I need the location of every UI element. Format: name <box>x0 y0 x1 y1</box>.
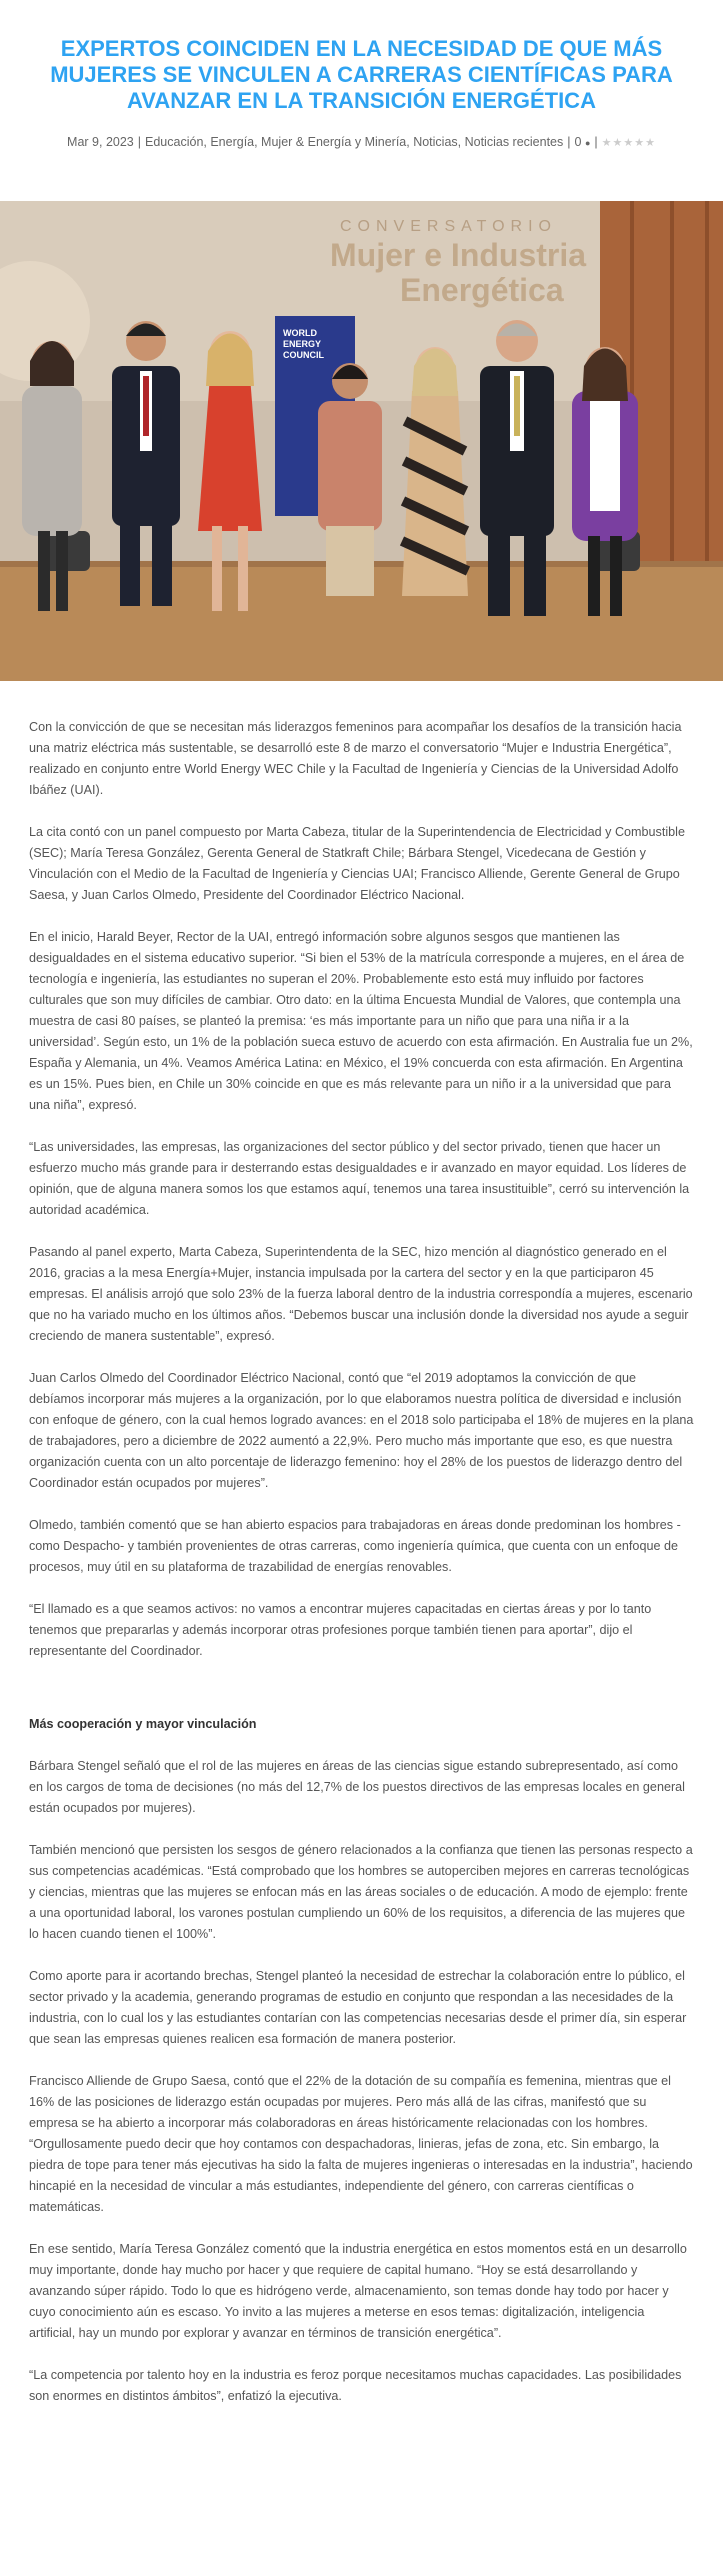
wec-line-1: WORLD <box>283 328 317 338</box>
paragraph: Con la convicción de que se necesitan más liderazgos femeninos para acompañar los desafíos de la transición hacia una matriz eléctrica más sustentable, se desarrolló este 8 de marzo el conversatorio “Mujer e Industria Energética”, realizado en conjunto entre World Energy WEC Chile y la Facultad de Ingeniería y Ciencias de la Universidad Adolfo Ibáñez (UAI). <box>29 720 682 797</box>
wec-line-3: COUNCIL <box>283 350 324 360</box>
wec-line-2: ENERGY <box>283 339 322 349</box>
section-heading: Más cooperación y mayor vinculación <box>29 1717 257 1731</box>
meta-separator: | <box>594 135 598 149</box>
paragraph: “La competencia por talento hoy en la industria es feroz porque necesitamos muchas capacidades. Las posibilidades son enormes en distintos ámbitos”, enfatizó la ejecutiva. <box>29 2368 682 2403</box>
paragraph: Juan Carlos Olmedo del Coordinador Eléctrico Nacional, contó que “el 2019 adoptamos la convicción de que debíamos incorporar más mujeres a la organización, por lo que elaboramos nuestra política de diversidad e inclusión con enfoque de género, con la cual hemos logrado avances: en el 2018 solo participaba el 18% de mujeres en la plana de trabajadores, pero a diciembre de 2022 aumentó a 22,9%. Pero mucho más importante que eso, es que nuestra organización cuenta con un alto porcentaje de liderazgo femenino: hoy el 28% de los puestos de liderazgo dentro del Coordinador están ocupados por mujeres”. <box>29 1371 694 1490</box>
banner-line-1: CONVERSATORIO <box>340 218 557 235</box>
banner-line-2: Mujer e Industria <box>330 237 587 273</box>
paragraph: También mencionó que persisten los sesgos de género relacionados a la confianza que tienen las personas respecto a sus competencias académicas. “Está comprobado que los hombres se autoperciben mejores en carreras tecnológicas y ciencias, mientras que las mujeres se enfocan más en las áreas sociales o de educación. A modo de ejemplo: frente a una oportunidad laboral, los varones postulan cumpliendo un 60% de los requisitos, a diferencia de las mujeres que lo hacen cuando tienen el 100%”. <box>29 1843 693 1941</box>
article-body <box>29 717 694 2407</box>
paragraph: En ese sentido, María Teresa González comentó que la industria energética en estos momentos está en un desarrollo muy importante, donde hay mucho por hacer y que requiere de capital humano. “Hoy se está desarrollando y avanzando súper rápido. Todo lo que es hidrógeno verde, almacenamiento, son temas donde hay todo por hacer y cuyo conocimiento aún es escaso. Yo invito a las mujeres a meterse en esos temas: digitalización, inteligencia artificial, hay un mundo por explorar y avanzar en términos de transición energética”. <box>29 2242 687 2340</box>
comment-count[interactable]: 0 <box>574 135 582 149</box>
post-date: Mar 9, 2023 <box>67 135 134 149</box>
comment-icon: ● <box>584 138 591 148</box>
paragraph: En el inicio, Harald Beyer, Rector de la UAI, entregó información sobre algunos sesgos que mantienen las desigualdades en el sistema educativo superior. “Si bien el 53% de la matrícula corresponde a mujeres, en el área de tecnología e ingeniería, las estudiantes no superan el 20%. Probablemente esto está muy influido por factores culturales que son muy difíciles de cambiar. Otro dato: en la última Encuesta Mundial de Valores, que contempla una muestra de casi 80 países, se planteó la premisa: ‘es más importante para un niño que para una niña ir a la universidad’. Según esto, un 1% de la población sueca estuvo de acuerdo con esta afirmación. En Australia fue un 2%, España y Alemania, un 4%. Veamos América Latina: en México, el 19% concuerda con esta afirmación. En Argentina es un 15%. Pues bien, en Chile un 30% coincide en que es más relevante para un niño ir a la universidad que para una niña”, expresó. <box>29 930 693 1112</box>
featured-image <box>0 201 723 681</box>
paragraph: “El llamado es a que seamos activos: no vamos a encontrar mujeres capacitadas en ciertas áreas y por lo tanto tenemos que prepararlas y además incorporar otras profesiones porque también tienen para aportar”, dijo el representante del Coordinador. <box>29 1602 652 1658</box>
paragraph: Bárbara Stengel señaló que el rol de las mujeres en áreas de las ciencias sigue estando subrepresentado, así como en los cargos de toma de decisiones (no más del 12,7% de los puestos directivos de las empresas locales en general están ocupados por mujeres). <box>29 1759 685 1815</box>
paragraph: Francisco Alliende de Grupo Saesa, contó que el 22% de la dotación de su compañía es femenina, mientras que el 16% de las posiciones de liderazgo están ocupadas por mujeres. Pero más allá de las cifras, manifestó que su empresa se ha abierto a incorporar más colaboradoras en áreas históricamente relacionadas con los hombres. “Orgullosamente puedo decir que hoy contamos con despachadoras, linieras, jefas de zona, etc. Sin embargo, la piedra de tope para tener más ejecutivas ha sido la falta de mujeres ingenieras o interesadas en la industria”, haciendo hincapié en la necesidad de vincular a más estudiantes, independiente del género, con carreras científicas o matemáticas. <box>29 2074 693 2214</box>
post-categories[interactable]: Educación, Energía, Mujer & Energía y Minería, Noticias, Noticias recientes <box>145 135 564 149</box>
meta-separator: | <box>567 135 571 149</box>
meta-separator: | <box>137 135 142 149</box>
paragraph: Pasando al panel experto, Marta Cabeza, Superintendenta de la SEC, hizo mención al diagnóstico generado en el 2016, gracias a la mesa Energía+Mujer, instancia impulsada por la cartera del sector y en la que participaron 45 empresas. El análisis arrojó que solo 23% de la fuerza laboral dentro de la industria correspondía a mujeres, escenario que no ha variado mucho en los últimos años. “Debemos buscar una inclusión donde la diversidad nos ayude a seguir creciendo de manera sustentable”, expresó. <box>29 1245 693 1343</box>
post-title: EXPERTOS COINCIDEN EN LA NECESIDAD DE QUE MÁS MUJERES SE VINCULEN A CARRERAS CIENTÍFICAS PARA AVANZAR EN LA TRANSICIÓN ENERGÉTICA <box>50 36 673 113</box>
paragraph: Como aporte para ir acortando brechas, Stengel planteó la necesidad de estrechar la colaboración entre lo público, el sector privado y la academia, generando programas de estudio en conjunto que respondan a las necesidades de la industria, con lo cual los y las estudiantes contarían con las competencias necesarias desde el primer día, sin esperar que sean las empresas quienes realicen esa formación de manera posterior. <box>29 1969 687 2046</box>
paragraph: La cita contó con un panel compuesto por Marta Cabeza, titular de la Superintendencia de Electricidad y Combustible (SEC); María Teresa González, Gerenta General de Statkraft Chile; Bárbara Stengel, Vicedecana de Gestión y Vinculación con el Medio de la Facultad de Ingeniería y Ciencias UAI; Francisco Alliende, Gerente General de Grupo Saesa, y Juan Carlos Olmedo, Presidente del Coordinador Eléctrico Nacional. <box>29 825 685 902</box>
event-photo <box>0 201 723 681</box>
rating-stars[interactable]: ★★★★★ <box>601 137 656 149</box>
post-meta <box>0 134 723 151</box>
banner-line-3: Energética <box>400 272 564 308</box>
paragraph: “Las universidades, las empresas, las organizaciones del sector público y del sector privado, tienen que hacer un esfuerzo mucho más grande para ir desterrando estas desigualdades e ir avanzado en mayor equidad. Los líderes de opinión, que de alguna manera somos los que estamos aquí, tenemos una tarea insustituible”, cerró su intervención la autoridad académica. <box>29 1140 690 1217</box>
paragraph: Olmedo, también comentó que se han abierto espacios para trabajadoras en áreas donde predominan los hombres -como Despacho- y también provenientes de otras carreras, como ingeniería química, que cuenta con un enfoque de procesos, muy útil en su plataforma de trazabilidad de energías renovables. <box>29 1518 681 1574</box>
